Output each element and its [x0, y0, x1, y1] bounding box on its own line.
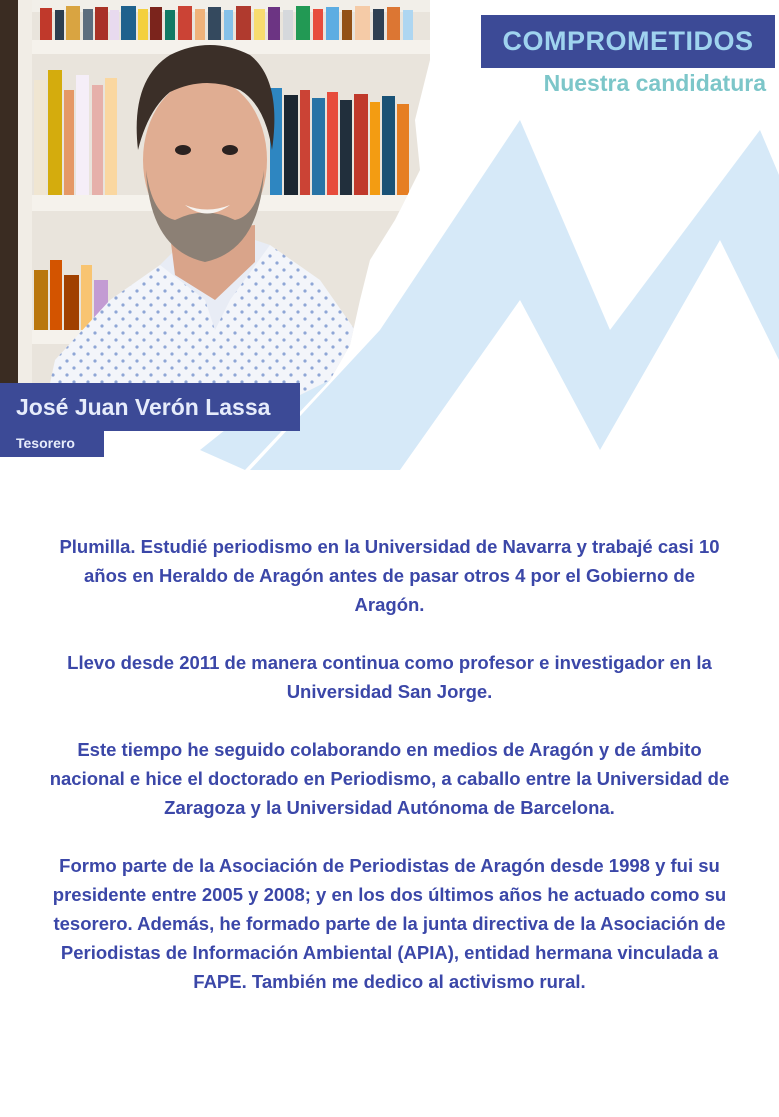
person-role: Tesorero [0, 429, 104, 457]
bio-paragraph-4: Formo parte de la Asociación de Periodistas de Aragón desde 1998 y fui su presidente entre 2005 y 2008; y en los dos últimos años he actuado como su tesorero. Además, he formado parte de la junta directiva de la Asociación de Periodistas de Información Ambiental (APIA), entidad hermana vinculada a FAPE. También me dedico al activismo rural. [52, 855, 727, 992]
bio-paragraph-1: Plumilla. Estudié periodismo en la Universidad de Navarra y trabajé casi 10 años en Heraldo de Aragón antes de pasar otros 4 por el Gobierno de Aragón. [59, 536, 720, 615]
header-subtitle: Nuestra candidatura [543, 70, 766, 96]
header-badge: COMPROMETIDOS [481, 15, 775, 68]
bio-paragraph-2: Llevo desde 2011 de manera continua como profesor e investigador en la Universidad San Jorge. [67, 652, 712, 702]
person-name: José Juan Verón Lassa [0, 383, 300, 431]
bio-paragraph-3: Este tiempo he seguido colaborando en medios de Aragón y de ámbito nacional e hice el doctorado en Periodismo, a caballo entre la Universidad de Zaragoza y la Universidad Autónoma de Barcelona. [49, 739, 730, 818]
bio-text [48, 532, 731, 1025]
